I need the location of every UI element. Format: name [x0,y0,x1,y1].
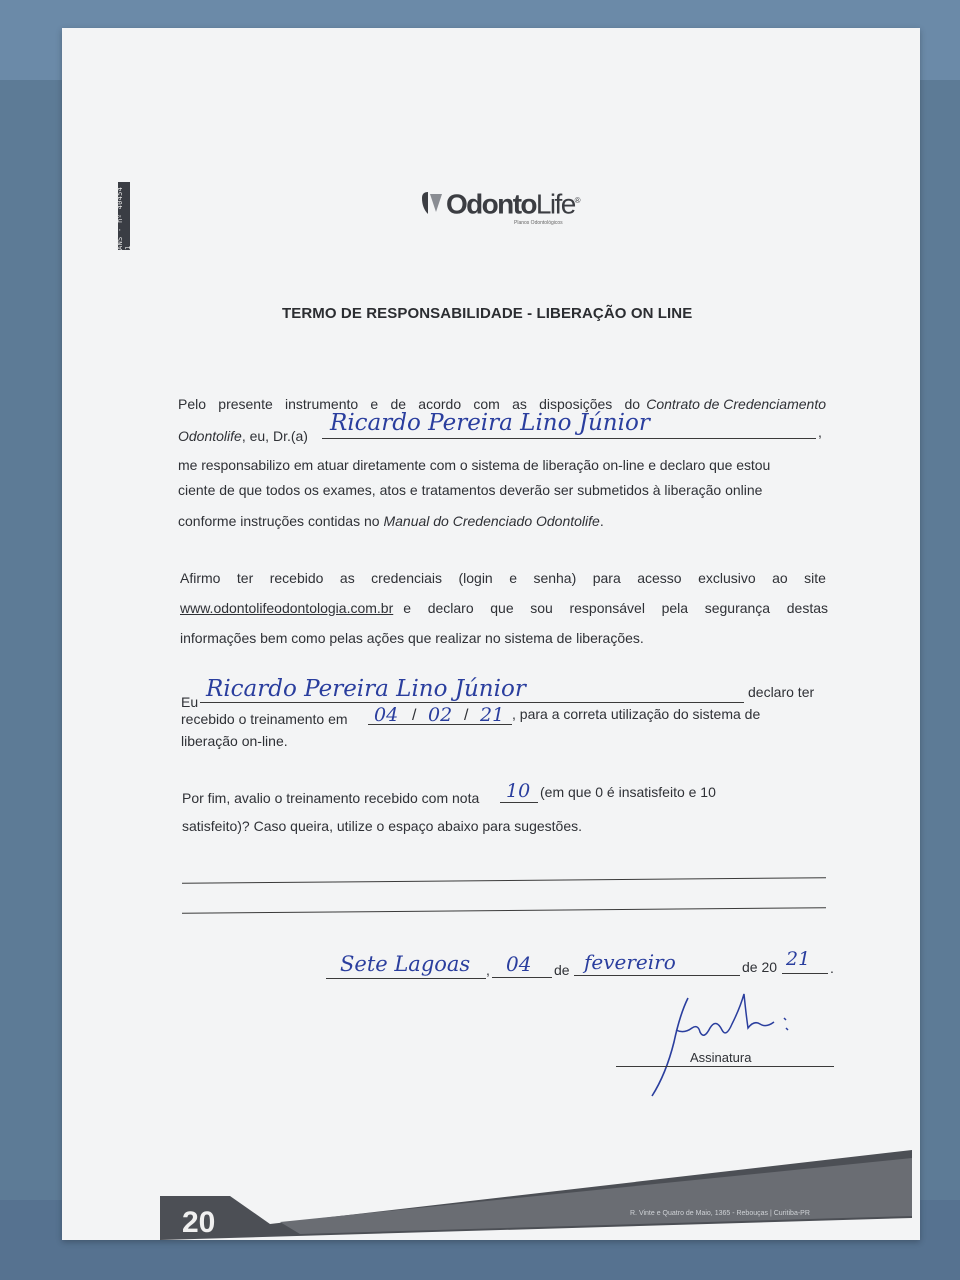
city-field-line [326,978,486,979]
footer-band [160,1150,912,1240]
p1-line-3: me responsabilizo em atuar diretamente com o sistema de liberação on-line e declaro que estou [178,457,771,473]
odontolife-logo [420,186,579,219]
date-year-line [782,973,828,974]
name-field-line-1 [322,438,816,439]
p3-line-2-end: , para a correta utilização do sistema de [512,706,761,722]
p4-line-2: satisfeito)? Caso queira, utilize o espaço abaixo para sugestões. [182,818,583,834]
date-separator-2: / [464,707,469,724]
footer-page-number: 20 [182,1206,216,1239]
grade-field-line [500,802,538,803]
handwritten-city: Sete Lagoas [340,952,471,976]
handwritten-name-2: Ricardo Pereira Lino Júnior [206,676,526,702]
date-dot: . [830,960,834,976]
date-de-1: de [554,962,570,978]
p1-line-2-comma: , [818,424,822,440]
p2-line-1: Afirmo ter recebido as credenciais (login e senha) para acesso exclusivo ao site [180,570,826,586]
p1-line-4: ciente de que todos os exames, atos e tratamentos deverão ser submetidos à liberação online [178,482,763,498]
p2-line-3: informações bem como pelas ações que realizar no sistema de liberações. [180,630,644,646]
handwritten-training-day: 04 [374,704,399,726]
logo-wordmark: OdontoLife® [446,188,579,220]
p1-line-5: conforme instruções contidas no Manual do Credenciado Odontolife. [178,513,604,529]
p4-line-1-end: (em que 0 é insatisfeito e 10 [540,784,716,800]
footer-address: R. Vinte e Quatro de Maio, 1365 - Rebouças | Curitiba-PR [630,1210,810,1217]
name-field-line-2 [200,702,744,703]
handwritten-date-day: 04 [506,952,532,976]
p3-line-2-text: recebido o treinamento em [181,711,348,727]
p3-eu: Eu [181,694,199,710]
p4-line-1-text: Por fim, avalio o treinamento recebido com nota [182,790,480,806]
document-title: TERMO DE RESPONSABILIDADE - LIBERAÇÃO ON LINE [282,305,693,322]
date-separator-1: / [412,707,417,724]
tooth-shield-icon [420,188,446,218]
ans-registration-code: ANS - nº 40454 1 [118,182,130,250]
date-month-line [574,975,740,976]
logo-subtitle: Planos Odontológicos [514,220,563,226]
handwritten-name-1: Ricardo Pereira Lino Júnior [330,410,650,436]
date-comma: , [486,962,490,978]
handwritten-training-year: 21 [480,704,505,726]
handwritten-date-month: fevereiro [584,950,676,974]
signature-line [616,1066,834,1067]
date-day-line [492,977,552,978]
p3-declaro: declaro ter [748,684,815,700]
p1-line-1: Pelo presente instrumento e de acordo com as disposições do Contrato de Credenciamento [178,396,826,412]
date-de-2: de 20 [742,959,778,975]
p3-line-3: liberação on-line. [181,733,288,749]
p1-line-2: Odontolife, eu, Dr.(a) [178,428,308,444]
p2-line-2: www.odontolifeodontologia.com.br e declaro que sou responsável pela segurança destas [180,600,828,616]
handwritten-grade: 10 [506,780,531,802]
handwritten-signature [636,984,806,1104]
site-link[interactable]: www.odontolifeodontologia.com.br [180,600,394,616]
signature-label: Assinatura [690,1050,752,1065]
handwritten-training-month: 02 [428,704,453,726]
handwritten-date-year: 21 [786,948,811,970]
